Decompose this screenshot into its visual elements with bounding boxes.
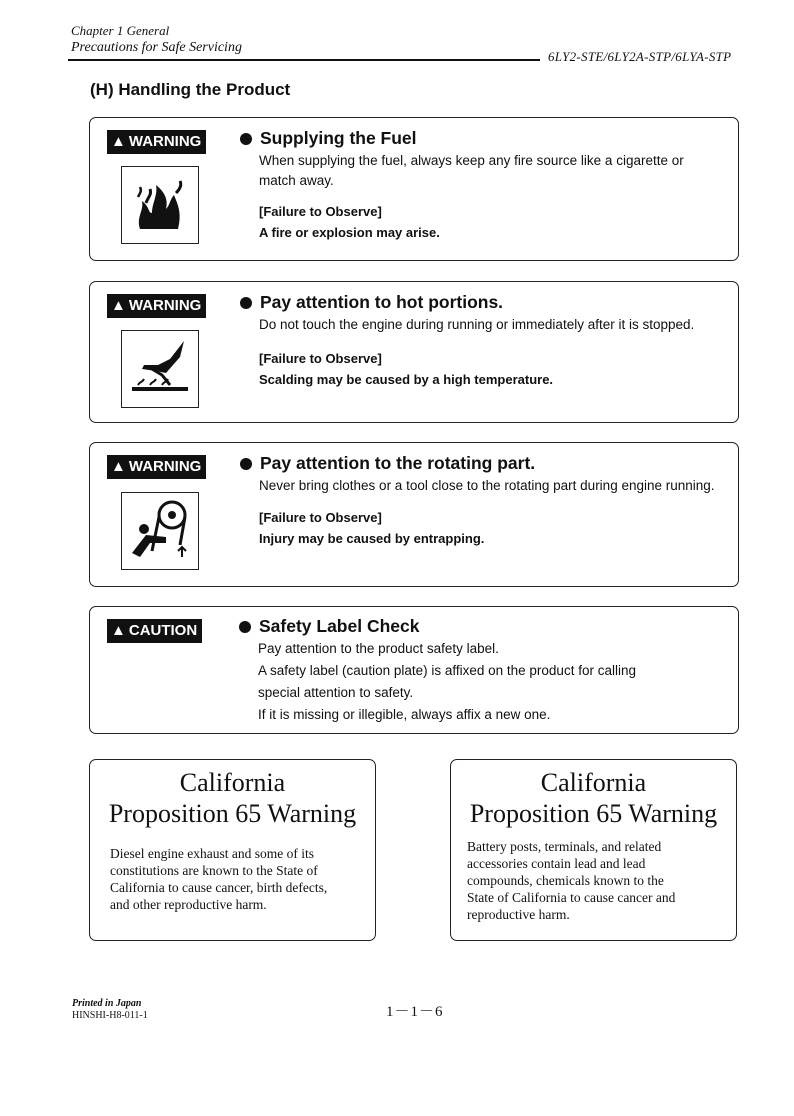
caution-badge xyxy=(107,619,202,643)
failure-label: [Failure to Observe] xyxy=(259,509,382,525)
body-line: Diesel engine exhaust and some of its xyxy=(110,846,314,861)
bullet-dot xyxy=(240,133,252,145)
notice-box-hot xyxy=(89,281,739,423)
body-line: State of California to cause cancer and xyxy=(467,890,676,905)
body-line: accessories contain lead and lead xyxy=(467,856,646,871)
body-line: reproductive harm. xyxy=(467,907,570,922)
warning-triangle-icon: ▲ xyxy=(111,297,126,314)
notice-box-label-check xyxy=(89,606,739,734)
notice-box-rotating xyxy=(89,442,739,587)
bullet-dot xyxy=(240,458,252,470)
badge-label: WARNING xyxy=(128,458,202,475)
entanglement-icon xyxy=(121,492,199,570)
prop65-subheading: Proposition 65 Warning xyxy=(108,799,357,828)
bullet-dot xyxy=(239,621,251,633)
notice-body xyxy=(258,638,724,726)
failure-label: [Failure to Observe] xyxy=(259,204,382,219)
body-line: and other reproductive harm. xyxy=(110,897,267,912)
model-numbers: 6LY2-STE/6LY2A-STP/6LYA-STP xyxy=(548,49,732,64)
badge-label: WARNING xyxy=(128,133,202,150)
warning-triangle-icon: ▲ xyxy=(111,622,126,639)
body-line: compounds, chemicals known to the xyxy=(467,873,664,888)
body-line: special attention to safety. xyxy=(258,685,414,700)
notice-title: Pay attention to hot portions. xyxy=(260,292,504,312)
warning-badge xyxy=(107,455,206,479)
notice-body: When supplying the fuel, always keep any fire source like a cigarette or match away. xyxy=(259,153,684,188)
badge-label: WARNING xyxy=(128,297,202,314)
prop65-battery-panel xyxy=(450,759,737,941)
notice-box-fuel xyxy=(89,117,739,261)
prop65-heading: California xyxy=(540,768,647,797)
notice-title: Supplying the Fuel xyxy=(260,128,417,148)
failure-text: Injury may be caused by entrapping. xyxy=(259,530,485,546)
badge-label: CAUTION xyxy=(128,622,198,639)
body-line: If it is missing or illegible, always affix a new one. xyxy=(258,707,551,722)
chapter-label: Chapter 1 General xyxy=(71,23,170,38)
failure-text: A fire or explosion may arise. xyxy=(259,225,440,240)
body-line: Battery posts, terminals, and related xyxy=(467,839,662,854)
body-line: California to cause cancer, birth defects, xyxy=(110,880,328,895)
page-number: 1－1－6 xyxy=(386,1004,444,1020)
body-line: Pay attention to the product safety label. xyxy=(258,641,499,656)
bullet-dot xyxy=(240,297,252,309)
notice-body: Do not touch the engine during running or immediately after it is stopped. xyxy=(259,317,695,332)
prop65-body xyxy=(110,845,327,913)
prop65-exhaust-panel xyxy=(89,759,376,941)
hot-surface-icon xyxy=(121,330,199,408)
notice-body: Never bring clothes or a tool close to the rotating part during engine running. xyxy=(259,478,715,493)
prop65-subheading: Proposition 65 Warning xyxy=(469,799,718,828)
notice-title: Pay attention to the rotating part. xyxy=(260,453,536,473)
warning-triangle-icon: ▲ xyxy=(111,133,126,150)
document-code: HINSHI-H8-011-1 xyxy=(72,1010,148,1021)
fire-icon xyxy=(121,166,199,244)
failure-text: Scalding may be caused by a high temperature. xyxy=(259,371,554,387)
notice-title: Safety Label Check xyxy=(259,616,420,636)
warning-badge xyxy=(107,130,206,154)
header-rule xyxy=(68,59,540,61)
warning-badge xyxy=(107,294,206,318)
prop65-heading: California xyxy=(179,768,286,797)
section-title: (H) Handling the Product xyxy=(90,80,291,99)
section-label: Precautions for Safe Servicing xyxy=(71,40,242,55)
warning-triangle-icon: ▲ xyxy=(111,458,126,475)
failure-label: [Failure to Observe] xyxy=(259,350,382,366)
prop65-body xyxy=(467,838,675,923)
body-line: constitutions are known to the State of xyxy=(110,863,318,878)
body-line: A safety label (caution plate) is affixed on the product for calling xyxy=(258,663,636,678)
printed-label: Printed in Japan xyxy=(72,998,142,1009)
